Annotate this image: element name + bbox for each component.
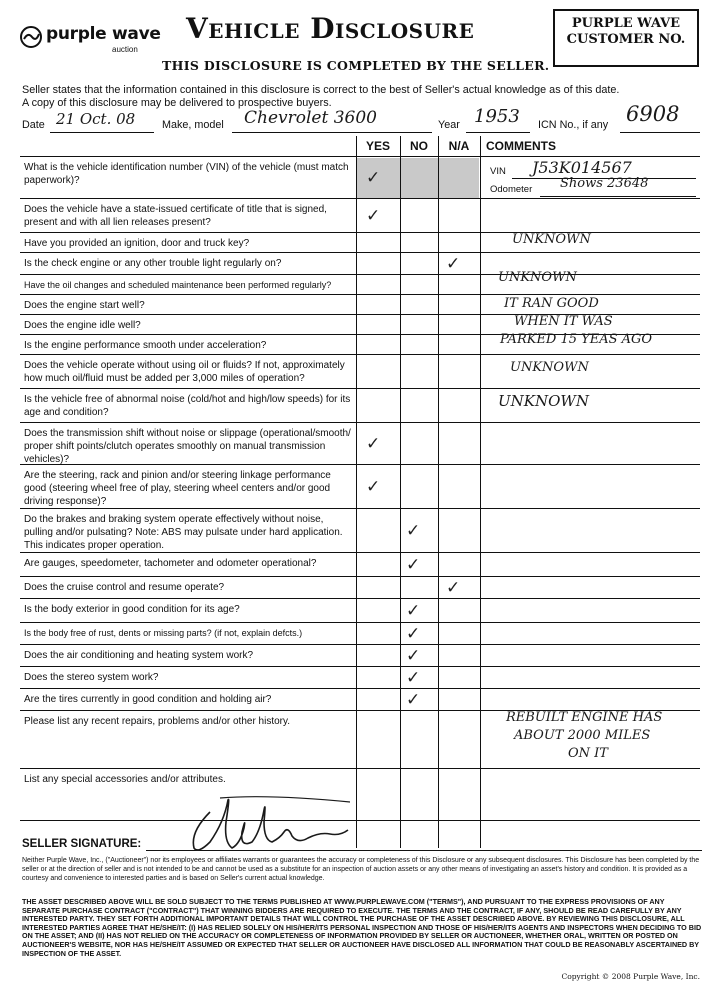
table-row [20,666,700,688]
col-line-yes [356,136,357,848]
header-no: NO [410,139,428,153]
icn-field[interactable]: 6908 [626,102,680,126]
check-mark-icon: ✓ [446,254,461,274]
question-text: Is the body free of rust, dents or missing parts? (if not, explain defcts.) [24,628,303,638]
table-row [20,508,700,552]
question-text: What is the vehicle identification number (VIN) of the vehicle (must match paperwork)? [24,162,349,186]
table-row [20,598,700,622]
question-text: Have you provided an ignition, door and truck key? [24,238,250,249]
disclosure-table [20,136,700,848]
comment-start-3: PARKED 15 YEAS AGO [500,332,653,347]
table-row [20,388,700,422]
answer-cell-yes[interactable] [356,390,400,423]
table-row [20,198,700,232]
answer-cell-na[interactable] [436,356,478,389]
answer-cell-na[interactable] [436,424,478,465]
answer-cell-no[interactable] [396,600,434,623]
answer-cell-no[interactable] [396,158,434,199]
make-model-field[interactable]: Chevrolet 3600 [244,108,377,128]
answer-cell-no[interactable] [396,554,434,577]
answer-cell-yes[interactable] [356,646,400,667]
year-line [466,132,530,133]
answer-cell-na[interactable] [436,690,478,711]
table-row [20,688,700,710]
copyright: Copyright © 2008 Purple Wave, Inc. [561,972,700,981]
answer-cell-no[interactable] [396,296,434,315]
col-line-no [400,136,401,848]
icn-label: ICN No., if any [538,119,609,131]
comment-start-2: WHEN IT WAS [514,314,613,329]
col-line-na [438,136,439,848]
answer-cell-na[interactable] [436,234,478,253]
year-label: Year [438,119,460,131]
question-text: Does the stereo system work? [24,672,159,683]
answer-cell-no[interactable] [396,668,434,689]
answer-cell-na[interactable] [436,316,478,335]
answer-cell-na[interactable] [436,578,478,599]
answer-cell-na[interactable] [436,668,478,689]
logo-wordmark: purple wave [46,24,161,44]
answer-cell-yes[interactable] [356,466,400,509]
check-mark-icon: ✓ [406,624,421,644]
vin-value[interactable]: J53K014567 [532,158,632,177]
comment-start-1: IT RAN GOOD [504,296,599,311]
question-text: Does the vehicle have a state-issued certificate of title that is signed, present and with all lien releases present? [24,204,327,228]
purple-wave-logo [20,24,170,60]
date-field[interactable]: 21 Oct. 08 [56,110,136,128]
icn-line [620,132,700,133]
answer-cell-yes[interactable] [356,356,400,389]
answer-cell-na[interactable] [436,712,478,769]
question-text: Is the vehicle free of abnormal noise (cold/hot and high/low speeds) for its age and condition? [24,394,351,418]
table-row [20,274,700,294]
answer-cell-yes[interactable] [356,296,400,315]
make-model-label: Make, model [162,119,224,131]
check-mark-icon: ✓ [406,521,421,541]
terms-text: THE ASSET DESCRIBED ABOVE WILL BE SOLD SUBJECT TO THE TERMS PUBLISHED AT WWW.PURPLEWAVE.COM ("TERMS"), AND PURSUANT TO THE EXPRESS PROVISIONS OF ANY SEPARATE PURCHASE CONTRACT ("CONTRACT") THAT WINNING BIDDERS ARE REQUIRED TO EXECUTE. THE TERMS AND THE CONTRACT, IF ANY, SHOULD BE READ CAREFULLY BY ANY INTERESTED PARTY. THEY SET FORTH ADDITIONAL IMPORTANT DETAILS THAT WILL CONTROL THE PURCHASE OF THE ASSET DESCRIBED ABOVE. BY REVIEWING THIS DISCLOSURE, ALL INTERESTED PARTIES AGREE THAT HE/SHE/IT: (I) HAS RELIED SOLELY ON HIS/HER/ITS PERSONAL INSPECTION AND THOSE OF HIS/HER/ITS AGENTS AND INSPECTORS WHEN DECIDING TO BID ON THE ASSET; AND (II) HAS NOT RELIED ON THE ACCURACY OR COMPLETENESS OF INFORMATION PROVIDED BY SELLER OR AUCTIONEER, WHETHER ORAL, WRITTEN OR POSTED ON AUCTIONEER'S WEBSITE, NOR HAS HE/SHE/IT ASSUMED OR EXPECTED THAT SELLER OR AUCTIONEER HAVE DISCLOSED ALL INFORMATION THAT COULD BE REASONABLY ASCERTAINED BY INSPECTION OF THE ASSET. [22,897,702,958]
table-row [20,232,700,252]
answer-cell-no[interactable] [396,390,434,423]
answer-cell-no[interactable] [396,200,434,233]
answer-cell-no[interactable] [396,466,434,509]
date-label: Date [22,119,45,131]
vin-label: VIN [490,166,506,177]
customer-box-line1: PURPLE WAVE [571,16,681,31]
answer-cell-yes[interactable] [356,234,400,253]
answer-cell-yes[interactable] [356,770,400,821]
answer-cell-yes[interactable] [356,200,400,233]
answer-cell-na[interactable] [436,646,478,667]
question-text: Is the engine performance smooth under acceleration? [24,340,267,351]
answer-cell-yes[interactable] [356,600,400,623]
answer-cell-no[interactable] [396,316,434,335]
answer-cell-yes[interactable] [356,554,400,577]
answer-cell-yes[interactable] [356,424,400,465]
question-text: Do the brakes and braking system operate effectively without noise, pulling and/or pulsating? Note: ABS may pulsate under hard application. This indicates proper operation. [24,514,343,551]
answer-cell-yes[interactable] [356,510,400,553]
answer-cell-yes[interactable] [356,624,400,645]
table-row [20,464,700,508]
check-mark-icon: ✓ [366,477,381,497]
customer-box-line2: CUSTOMER NO. [566,32,686,47]
check-mark-icon: ✓ [406,601,421,621]
answer-cell-yes[interactable] [356,336,400,355]
answer-cell-no[interactable] [396,712,434,769]
logo-subtext: auction [112,45,138,54]
question-text: Does the air conditioning and heating system work? [24,650,254,661]
answer-cell-no[interactable] [396,624,434,645]
check-mark-icon: ✓ [406,555,421,575]
customer-number-box[interactable] [553,9,699,67]
header-na: N/A [448,139,470,153]
table-row [20,622,700,644]
check-mark-icon: ✓ [366,434,381,454]
answer-cell-no[interactable] [396,276,434,295]
answer-cell-no[interactable] [396,770,434,821]
answer-cell-no[interactable] [396,578,434,599]
answer-cell-no[interactable] [396,336,434,355]
disclaimer-text: Neither Purple Wave, Inc., ("Auctioneer") nor its employees or affiliates warrants or guarantees the accuracy or completeness of this Disclosure or any subsequent disclosures. This Disclosure has been completed by the seller or at the direction of seller and is not intended to be and cannot be used as a substitute for an inspection of auction assets or any other means of investigating an asset's history and condition. It is provided as a courtesy and convenience to interested parties and is based on Seller's current actual knowledge. [22,857,700,882]
answer-cell-yes[interactable] [356,316,400,335]
comment-repair-2: ABOUT 2000 MILES [514,728,651,743]
answer-cell-yes[interactable] [356,578,400,599]
answer-cell-na[interactable] [436,510,478,553]
answer-cell-yes[interactable] [356,690,400,711]
question-text: Please list any recent repairs, problems and/or other history. [24,716,291,727]
check-mark-icon: ✓ [446,578,461,598]
answer-cell-na[interactable] [436,336,478,355]
header-yes: YES [365,139,390,153]
table-row [20,422,700,464]
question-text: Are gauges, speedometer, tachometer and odometer operational? [24,558,317,569]
comment-fluids: UNKNOWN [510,360,589,375]
comment-repair-3: ON IT [568,746,608,761]
answer-cell-no[interactable] [396,646,434,667]
answer-cell-na[interactable] [436,158,478,199]
odometer-line [540,196,696,197]
table-row [20,576,700,598]
seller-statement-line2: A copy of this disclosure may be delivered to prospective buyers. [22,97,332,109]
make-model-line [232,132,432,133]
answer-cell-yes[interactable] [356,276,400,295]
answer-cell-yes[interactable] [356,668,400,689]
answer-cell-na[interactable] [436,554,478,577]
odometer-label: Odometer [490,184,533,195]
table-row [20,552,700,576]
check-mark-icon: ✓ [366,168,381,188]
header-comments: COMMENTS [486,139,556,153]
answer-cell-no[interactable] [396,690,434,711]
page-title: Vehicle Disclosure [186,12,475,45]
check-mark-icon: ✓ [406,690,421,710]
question-text: Are the steering, rack and pinion and/or steering linkage performance good (steering wheel free of play, steering wheel centers and/or good driving response)? [24,470,331,507]
col-line-comments [480,136,481,848]
answer-cell-no[interactable] [396,510,434,553]
odometer-value[interactable]: Shows 23648 [560,176,649,191]
question-text: Does the transmission shift without noise or slippage (operational/smooth/ proper shift points/clutch operates smoothly on manual transmission vehicles)? [24,428,351,465]
date-line [50,132,154,133]
answer-cell-yes[interactable] [356,712,400,769]
answer-cell-no[interactable] [396,424,434,465]
answer-cell-na[interactable] [436,200,478,233]
question-text: List any special accessories and/or attributes. [24,774,226,785]
answer-cell-no[interactable] [396,234,434,253]
answer-cell-na[interactable] [436,770,478,821]
comment-oil: UNKNOWN [498,270,577,285]
table-bottom-line [20,820,700,821]
question-text: Have the oil changes and scheduled maintenance been performed regularly? [24,280,332,290]
question-text: Does the engine start well? [24,300,145,311]
check-mark-icon: ✓ [366,206,381,226]
question-text: Is the check engine or any other trouble light regularly on? [24,258,282,269]
answer-cell-yes[interactable] [356,158,400,199]
check-mark-icon: ✓ [406,646,421,666]
seller-signature-label: SELLER SIGNATURE: [22,838,142,850]
question-text: Does the engine idle well? [24,320,141,331]
answer-cell-no[interactable] [396,356,434,389]
comment-noise: UNKNOWN [498,392,589,410]
question-text: Are the tires currently in good condition and holding air? [24,694,272,705]
table-row [20,644,700,666]
answer-cell-no[interactable] [396,254,434,275]
question-text: Is the body exterior in good condition for its age? [24,604,240,615]
seller-signature[interactable] [180,792,360,858]
page-subtitle: THIS DISCLOSURE IS COMPLETED BY THE SELLER. [162,58,550,73]
answer-cell-na[interactable] [436,390,478,423]
answer-cell-yes[interactable] [356,254,400,275]
question-text: Does the vehicle operate without using oil or fluids? If not, approximately how much oil/fluid must be added per 3,000 miles of operation? [24,360,345,384]
comment-key: UNKNOWN [512,232,591,247]
answer-cell-na[interactable] [436,600,478,623]
seller-statement-line1: Seller states that the information contained in this disclosure is correct to the best of Seller's actual knowledge as of this date. [22,84,620,96]
question-text: Does the cruise control and resume operate? [24,582,225,593]
comment-repair-1: REBUILT ENGINE HAS [506,710,663,725]
answer-cell-na[interactable] [436,624,478,645]
table-row [20,252,700,274]
table-row [20,768,700,820]
answer-cell-na[interactable] [436,276,478,295]
table-row [20,354,700,388]
answer-cell-na[interactable] [436,254,478,275]
answer-cell-na[interactable] [436,296,478,315]
year-field[interactable]: 1953 [474,106,520,127]
check-mark-icon: ✓ [406,668,421,688]
wave-logo-icon [20,26,42,48]
answer-cell-na[interactable] [436,466,478,509]
